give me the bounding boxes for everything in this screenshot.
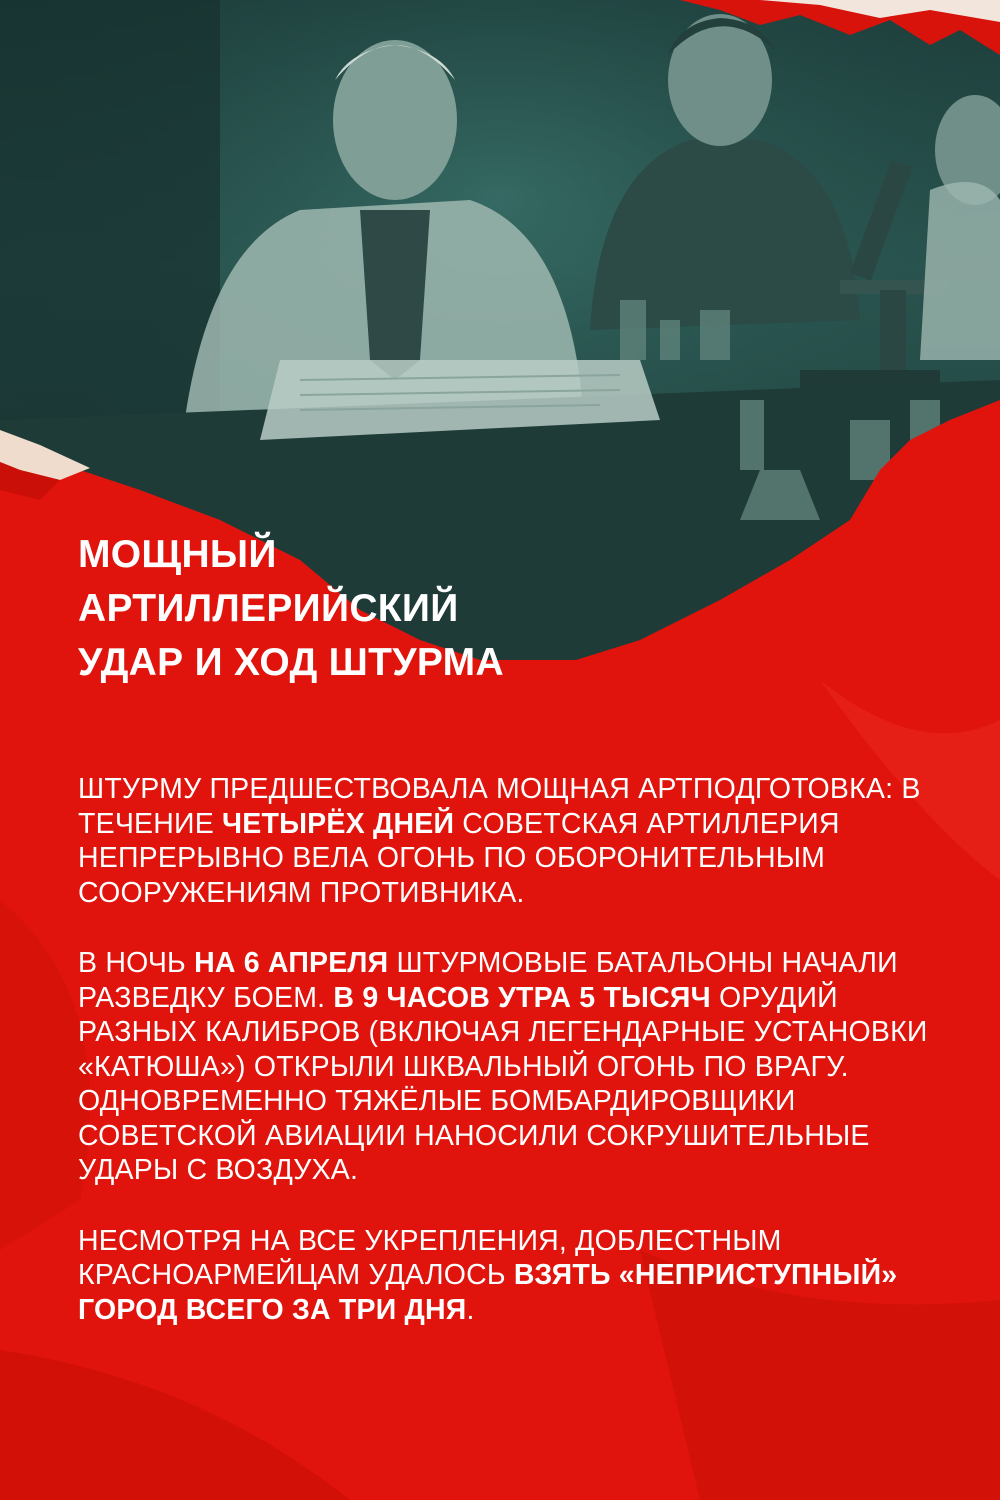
- highlight-city-taken: ВЗЯТЬ «НЕПРИСТУПНЫЙ» ГОРОД ВСЕГО ЗА ТРИ ДНЯ: [78, 1259, 898, 1326]
- title-line-3: УДАР И ХОД ШТУРМА: [78, 641, 504, 684]
- paragraph-artillery-prep: [78, 772, 948, 910]
- paragraph-text: .: [466, 1293, 475, 1326]
- highlight-four-days: ЧЕТЫРЁХ ДНЕЙ: [222, 807, 455, 840]
- title-line-1: МОЩНЫЙ: [78, 533, 277, 576]
- article-content: [78, 528, 948, 1327]
- paragraph-assault: [78, 946, 948, 1188]
- paragraph-text: В НОЧЬ: [78, 947, 195, 979]
- page-title: [78, 528, 948, 690]
- paragraph-text: ШТУРМОВЫЕ БАТАЛЬОНЫ НАЧАЛИ РАЗВЕДКУ БОЕМ.: [78, 947, 898, 1014]
- highlight-9am-5000: В 9 ЧАСОВ УТРА 5 ТЫСЯЧ: [333, 981, 711, 1014]
- paragraph-text: ШТУРМУ ПРЕДШЕСТВОВАЛА МОЩНАЯ АРТПОДГОТОВКА: В ТЕЧЕНИЕ: [78, 773, 921, 840]
- paragraph-result: [78, 1224, 948, 1328]
- highlight-april-6: НА 6 АПРЕЛЯ: [194, 947, 389, 979]
- paragraph-text: СОВЕТСКАЯ АРТИЛЛЕРИЯ НЕПРЕРЫВНО ВЕЛА ОГОНЬ ПО ОБОРОНИТЕЛЬНЫМ СООРУЖЕНИЯМ ПРОТИВНИКА.: [78, 807, 840, 909]
- paragraph-text: НЕСМОТРЯ НА ВСЕ УКРЕПЛЕНИЯ, ДОБЛЕСТНЫМ КРАСНОАРМЕЙЦАМ УДАЛОСЬ: [78, 1224, 782, 1291]
- paragraph-text: ОРУДИЙ РАЗНЫХ КАЛИБРОВ (ВКЛЮЧАЯ ЛЕГЕНДАРНЫЕ УСТАНОВКИ «КАТЮША») ОТКРЫЛИ ШКВАЛЬНЫЙ ОГОНЬ ПО ВРАГУ. ОДНОВРЕМЕННО ТЯЖЁЛЫЕ БОМБАРДИРОВЩИКИ СОВЕТСКОЙ АВИАЦИИ НАНОСИЛИ СОКРУШИТЕЛЬНЫЕ УДАРЫ С ВОЗДУХА.: [78, 981, 928, 1186]
- title-line-2: АРТИЛЛЕРИЙСКИЙ: [78, 587, 459, 630]
